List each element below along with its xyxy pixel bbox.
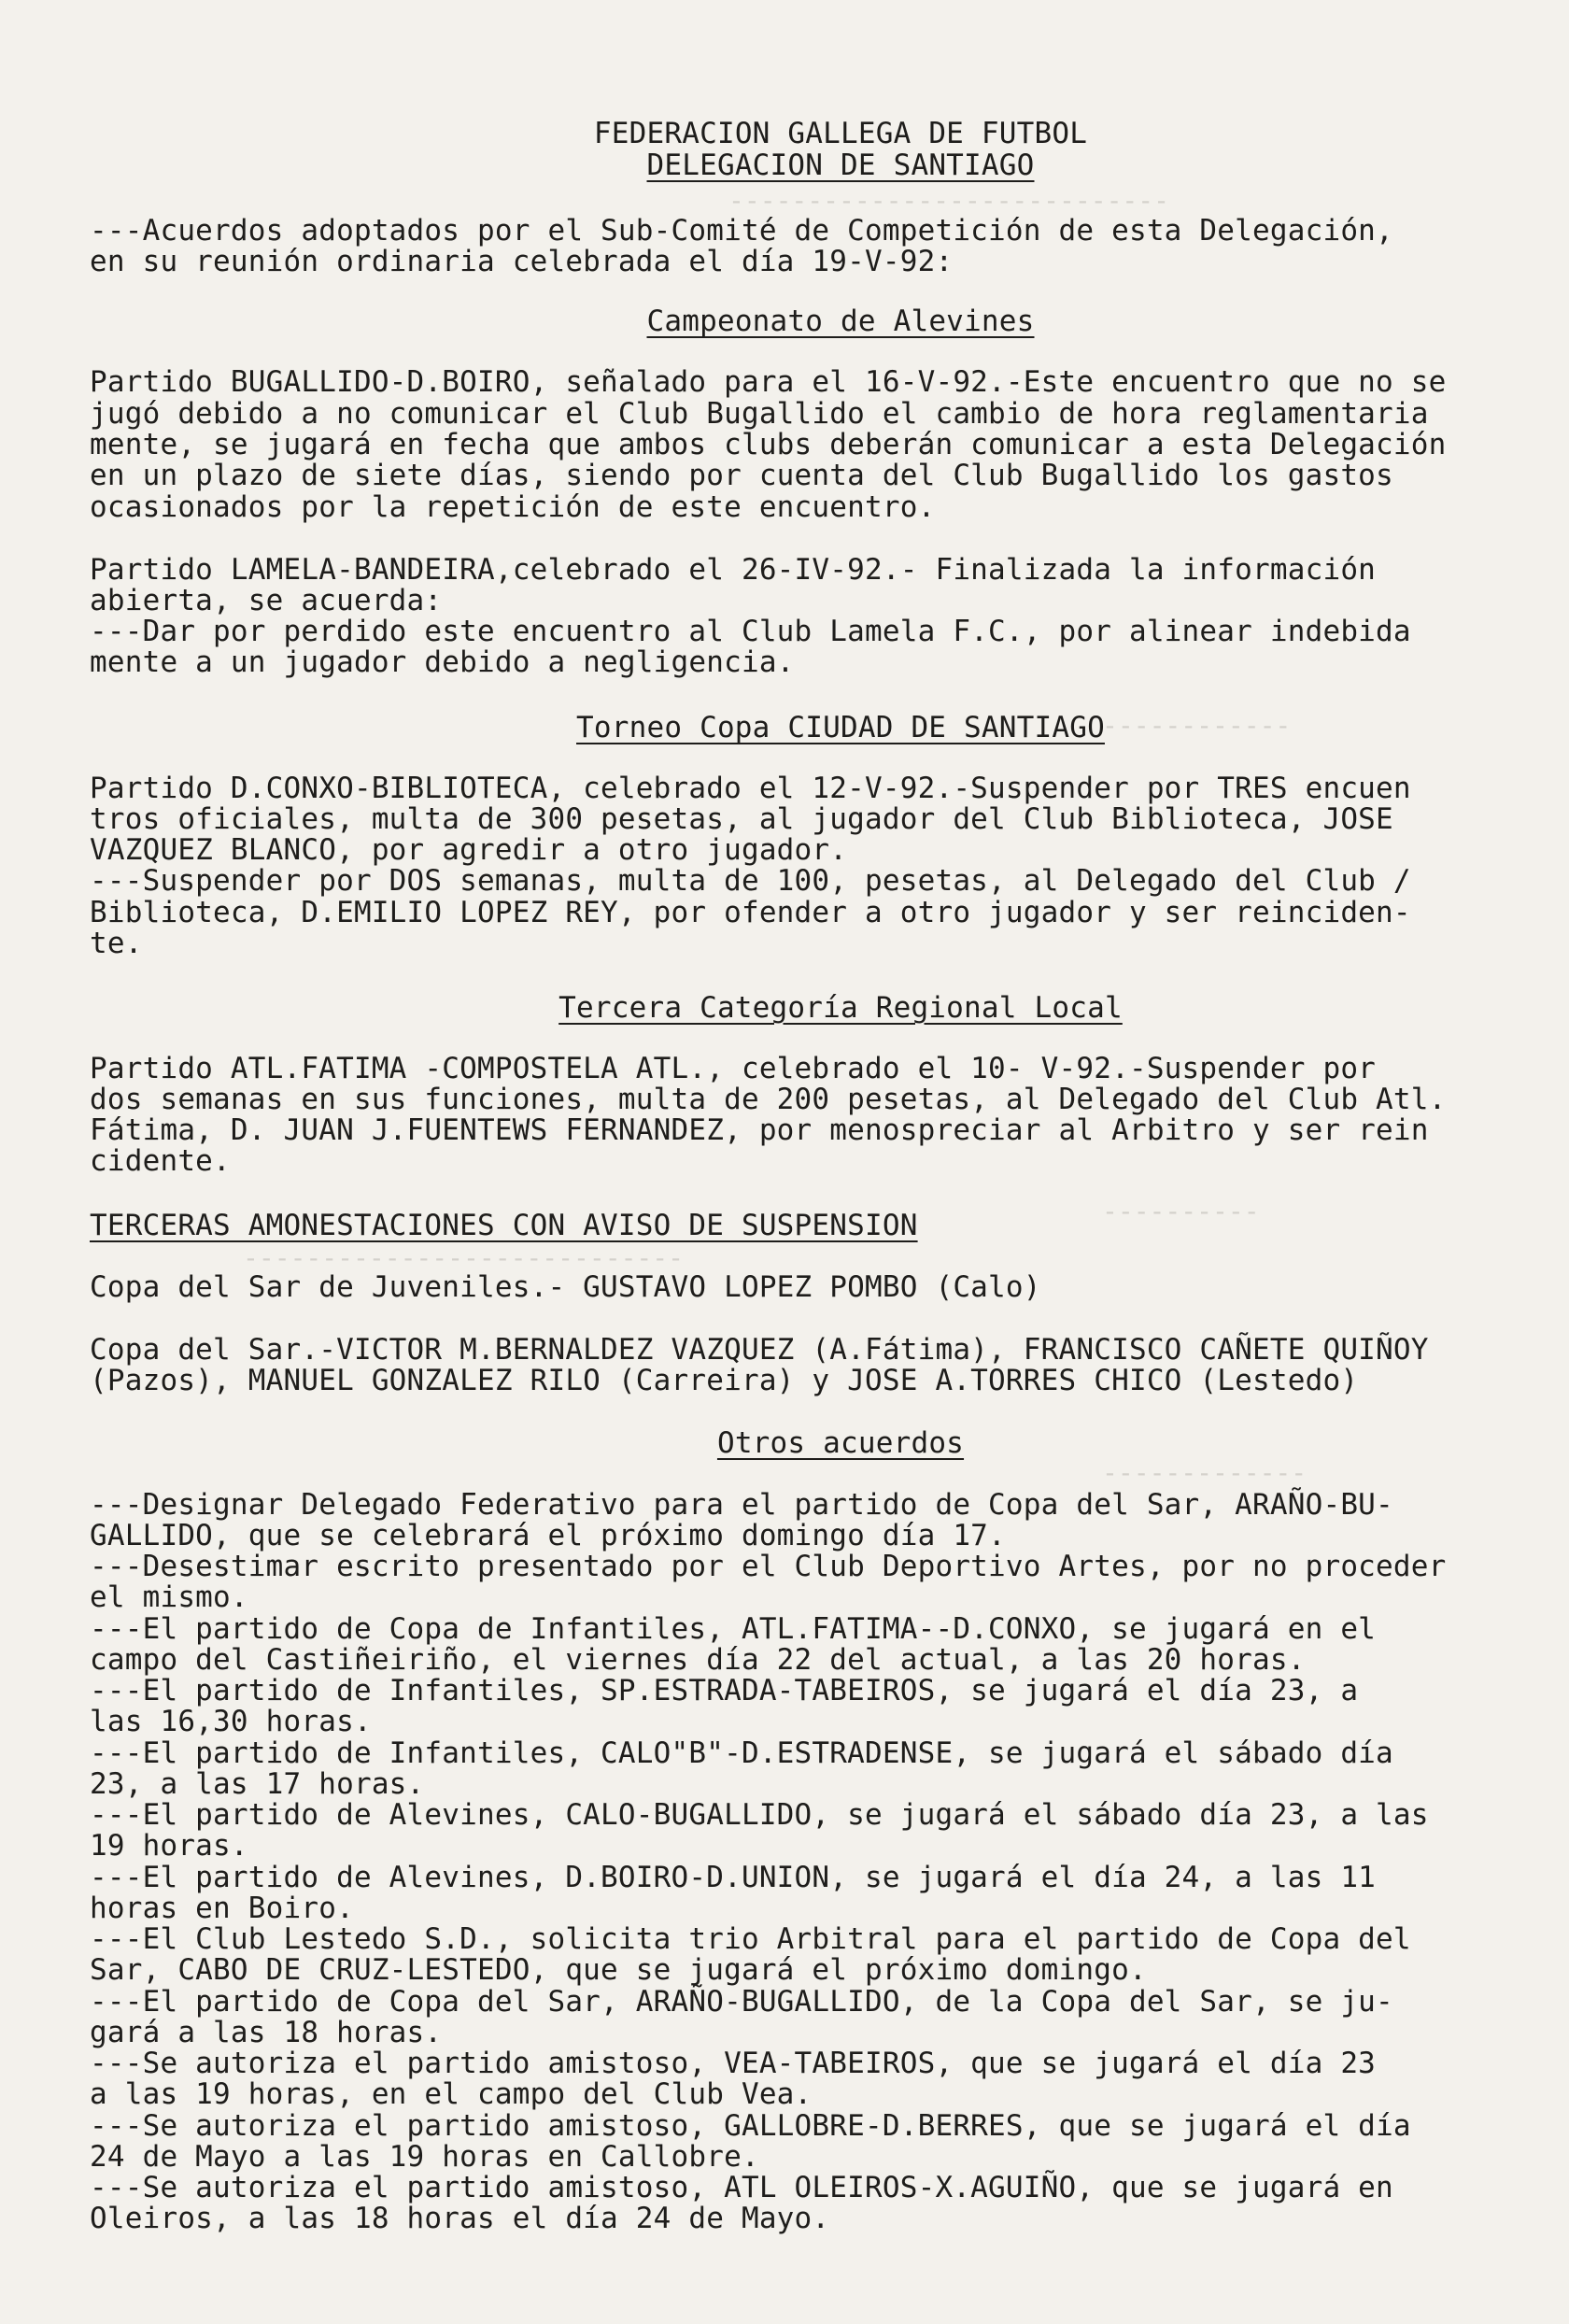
- paragraph-line: Oleiros, a las 18 horas el día 24 de Mayo.: [90, 2202, 830, 2235]
- paragraph-line: ---El Club Lestedo S.D., solicita trio Arbitral para el partido de Copa del: [90, 1922, 1411, 1956]
- paragraph-line: te.: [90, 927, 143, 960]
- section-heading-alevines: Campeonato de Alevines: [646, 305, 1035, 338]
- paragraph-line: ---El partido de Copa del Sar, ARAÑO-BUGALLIDO, de la Copa del Sar, se ju-: [90, 1985, 1393, 2019]
- paragraph-line: Partido LAMELA-BANDEIRA,celebrado el 26-IV-92.- Finalizada la información: [90, 553, 1377, 587]
- section-heading-amonestaciones: TERCERAS AMONESTACIONES CON AVISO DE SUSPENSION: [90, 1209, 918, 1242]
- paragraph-line: ---Se autoriza el partido amistoso, GALLOBRE-D.BERRES, que se jugará el día: [90, 2109, 1411, 2143]
- paragraph-line: abierta, se acuerda:: [90, 584, 443, 617]
- paragraph-line: ---El partido de Infantiles, CALO"B"-D.ESTRADENSE, se jugará el sábado día: [90, 1736, 1393, 1770]
- paragraph-line: cidente.: [90, 1144, 231, 1178]
- paragraph-line: ---Se autoriza el partido amistoso, ATL OLEIROS-X.AGUIÑO, que se jugará en: [90, 2171, 1393, 2204]
- paragraph-line: jugó debido a no comunicar el Club Bugallido el cambio de hora reglamentaria: [90, 397, 1429, 431]
- paragraph-line: campo del Castiñeiriño, el viernes día 22 del actual, a las 20 horas.: [90, 1643, 1306, 1677]
- paragraph-line: Sar, CABO DE CRUZ-LESTEDO, que se jugará el próximo domingo.: [90, 1953, 1147, 1987]
- paragraph-line: Biblioteca, D.EMILIO LOPEZ REY, por ofender a otro jugador y ser reinciden-: [90, 896, 1411, 929]
- paragraph-line: 19 horas.: [90, 1829, 248, 1863]
- paragraph-line: horas en Boiro.: [90, 1892, 354, 1925]
- paragraph-line: ---Dar por perdido este encuentro al Club Lamela F.C., por alinear indebida: [90, 615, 1411, 648]
- paragraph-line: las 16,30 horas.: [90, 1705, 372, 1738]
- paragraph-line: ---Desestimar escrito presentado por el Club Deportivo Artes, por no proceder: [90, 1550, 1447, 1583]
- paragraph-line: ---Designar Delegado Federativo para el partido de Copa del Sar, ARAÑO-BU-: [90, 1488, 1393, 1522]
- paragraph-line: ---El partido de Infantiles, SP.ESTRADA-TABEIROS, se jugará el día 23, a: [90, 1674, 1359, 1708]
- bleed-through-mark: ----------------------------: [243, 1242, 685, 1273]
- paragraph-line: gará a las 18 horas.: [90, 2016, 443, 2049]
- paragraph-line: mente, se jugará en fecha que ambos clubs deberán comunicar a esta Delegación: [90, 428, 1447, 461]
- paragraph-line: ---El partido de Copa de Infantiles, ATL.FATIMA--D.CONXO, se jugará en el: [90, 1612, 1377, 1646]
- paragraph-line: Partido D.CONXO-BIBLIOTECA, celebrado el 12-V-92.-Suspender por TRES encuen: [90, 772, 1411, 805]
- section-heading-copa-ciudad: Torneo Copa CIUDAD DE SANTIAGO: [576, 711, 1105, 744]
- intro-line: en su reunión ordinaria celebrada el día 19-V-92:: [90, 245, 954, 278]
- paragraph-line: ---El partido de Alevines, D.BOIRO-D.UNION, se jugará el día 24, a las 11: [90, 1861, 1377, 1894]
- intro-line: ---Acuerdos adoptados por el Sub-Comité de Competición de esta Delegación,: [90, 214, 1393, 248]
- header-line-2: DELEGACION DE SANTIAGO: [646, 149, 1035, 182]
- paragraph-line: tros oficiales, multa de 300 pesetas, al jugador del Club Biblioteca, JOSE: [90, 802, 1393, 836]
- bleed-through-mark: -------------: [1102, 1457, 1308, 1488]
- paragraph-line: Partido BUGALLIDO-D.BOIRO, señalado para el 16-V-92.-Este encuentro que no se: [90, 365, 1447, 399]
- paragraph-line: ---El partido de Alevines, CALO-BUGALLIDO, se jugará el sábado día 23, a las: [90, 1798, 1429, 1832]
- paragraph-line: a las 19 horas, en el campo del Club Vea.: [90, 2077, 813, 2111]
- paragraph-line: Copa del Sar.-VICTOR M.BERNALDEZ VAZQUEZ (A.Fátima), FRANCISCO CAÑETE QUIÑOY: [90, 1333, 1429, 1367]
- section-heading-tercera: Tercera Categoría Regional Local: [558, 991, 1123, 1025]
- paragraph-line: GALLIDO, que se celebrará el próximo domingo día 17.: [90, 1519, 1006, 1552]
- paragraph-line: ocasionados por la repetición de este encuentro.: [90, 490, 936, 524]
- paragraph-line: (Pazos), MANUEL GONZALEZ RILO (Carreira) y JOSE A.TORRES CHICO (Lestedo): [90, 1364, 1359, 1397]
- paragraph-line: ---Suspender por DOS semanas, multa de 100, pesetas, al Delegado del Club /: [90, 864, 1411, 898]
- bleed-through-mark: ----------: [1102, 1196, 1260, 1226]
- bleed-through-mark: ------------: [1102, 710, 1292, 741]
- header-line-1: FEDERACION GALLEGA DE FUTBOL: [593, 117, 1088, 150]
- paragraph-line: VAZQUEZ BLANCO, por agredir a otro jugador.: [90, 833, 848, 867]
- section-heading-otros: Otros acuerdos: [716, 1426, 965, 1460]
- paragraph-line: Fátima, D. JUAN J.FUENTEWS FERNANDEZ, por menospreciar al Arbitro y ser rein: [90, 1113, 1429, 1147]
- paragraph-line: 24 de Mayo a las 19 horas en Callobre.: [90, 2140, 759, 2174]
- paragraph-line: ---Se autoriza el partido amistoso, VEA-TABEIROS, que se jugará el día 23: [90, 2047, 1377, 2080]
- paragraph-line: mente a un jugador debido a negligencia.: [90, 645, 795, 679]
- paragraph-line: dos semanas en sus funciones, multa de 200 pesetas, al Delegado del Club Atl.: [90, 1083, 1447, 1116]
- bleed-through-mark: ----------------------------: [728, 185, 1170, 216]
- paragraph-line: 23, a las 17 horas.: [90, 1767, 425, 1801]
- paragraph-line: Copa del Sar de Juveniles.- GUSTAVO LOPEZ POMBO (Calo): [90, 1270, 1041, 1304]
- paragraph-line: el mismo.: [90, 1580, 248, 1614]
- paragraph-line: Partido ATL.FATIMA -COMPOSTELA ATL., celebrado el 10- V-92.-Suspender por: [90, 1052, 1377, 1085]
- paragraph-line: en un plazo de siete días, siendo por cuenta del Club Bugallido los gastos: [90, 459, 1393, 492]
